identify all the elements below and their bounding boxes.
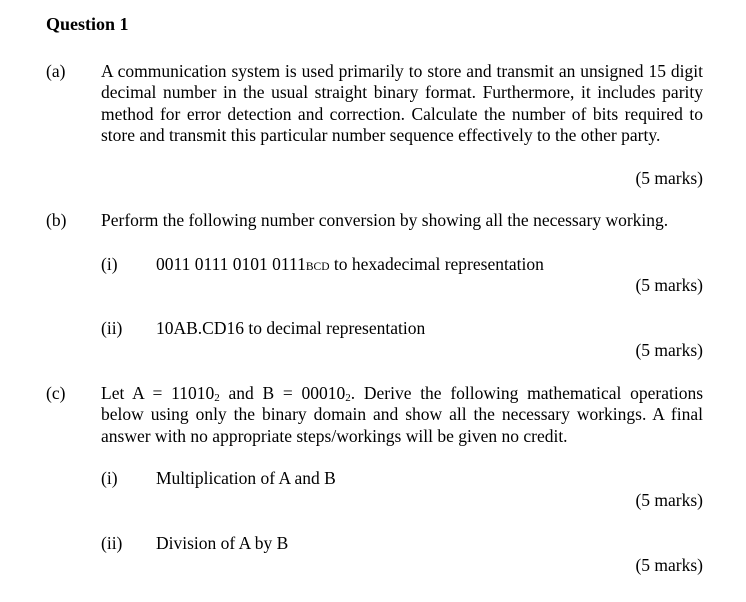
part-b-i-marks: (5 marks)	[635, 275, 703, 295]
part-c-ii-text: Division of A by B	[156, 533, 289, 553]
part-b-ii-text: 10AB.CD16 to decimal representation	[156, 318, 426, 338]
part-c-label: (c)	[46, 383, 66, 403]
part-b-text: Perform the following number conversion by showing all the necessary working.	[101, 210, 669, 230]
part-a-text: A communication system is used primarily to store and transmit an unsigned 15 digit decimal number in the usual straight binary format. Furthermore, it includes parity method for error detection and correction. Calculate the number of bits required to store and transmit this particular number sequence effectively to the other party.	[101, 61, 703, 145]
part-c-ii-number: (ii)	[101, 533, 123, 553]
part-b-i-text	[156, 254, 544, 275]
part-c-line-3: answer with no appropriate steps/workings will be given no credit.	[101, 425, 568, 446]
part-a-marks: (5 marks)	[635, 168, 703, 188]
part-c-text	[101, 383, 703, 447]
part-b-ii-number: (ii)	[101, 318, 123, 338]
bcd-value: 0011 0111 0101 0111	[156, 254, 306, 274]
part-b-label: (b)	[46, 210, 67, 230]
part-a-label: (a)	[46, 61, 66, 81]
part-c-ii-marks: (5 marks)	[635, 555, 703, 575]
part-c-i-marks: (5 marks)	[635, 490, 703, 510]
part-c-line-1: Let $A = 11010_2$ and $B = 00010_2$. Derive the following mathematical operations	[101, 383, 703, 404]
question-title: Question 1	[46, 14, 129, 34]
part-b-ii-marks: (5 marks)	[635, 340, 703, 360]
bcd-subscript: BCD	[305, 261, 330, 273]
part-c-i-text: Multiplication of A and B	[156, 468, 336, 488]
bcd-rest: to hexadecimal representation	[329, 254, 544, 274]
part-c-i-number: (i)	[101, 468, 118, 488]
part-b-i-number: (i)	[101, 254, 118, 274]
part-c-line-2: below using only the binary domain and show all the necessary workings. A final	[101, 404, 703, 425]
